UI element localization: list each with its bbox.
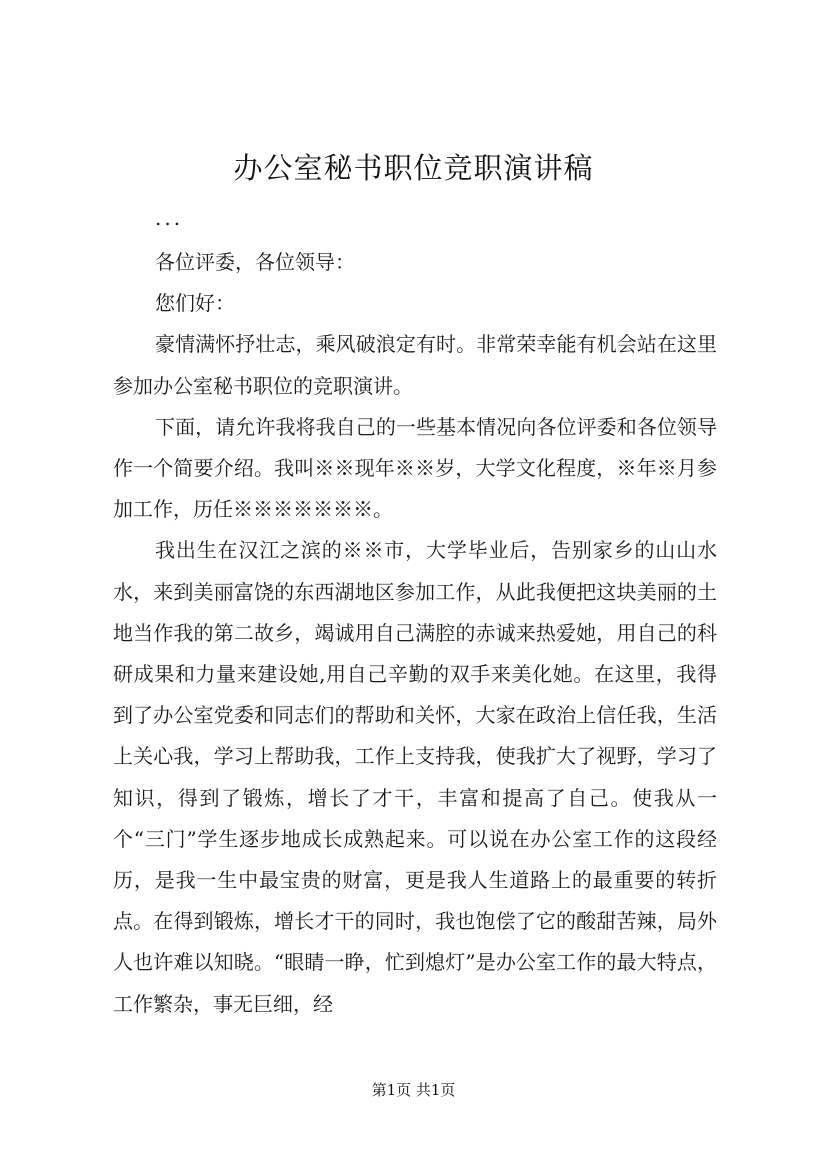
paragraph-opening: 豪情满怀抒壮志，乘风破浪定有时。非常荣幸能有机会站在这里参加办公室秘书职位的竞职演讲。 [113,332,717,398]
salutation: 各位评委，各位领导： [155,250,355,274]
ellipsis-line: ... [155,206,184,230]
document-body [113,200,717,1025]
paragraph-background: 我出生在汉江之滨的※※市，大学毕业后，告别家乡的山山水水，来到美丽富饶的东西湖地区参加工作，从此我便把这块美丽的土地当作我的第二故乡，竭诚用自己满腔的赤诚来热爱她，用自己的科研成果和力量来建设她,用自己辛勤的双手来美化她。在这里，我得到了办公室党委和同志们的帮助和关怀，大家在政治上信任我，生活上关心我，学习上帮助我，工作上支持我，使我扩大了视野，学习了知识，得到了锻炼，增长了才干，丰富和提高了自己。使我从一个“三门”学生逐步地成长成熟起来。可以说在办公室工作的这段经历，是我一生中最宝贵的财富，更是我人生道路上的最重要的转折点。在得到锻炼，增长才干的同时，我也饱偿了它的酸甜苦辣，局外人也许难以知晓。“眼睛一睁，忙到熄灯”是办公室工作的最大特点，工作繁杂，事无巨细，经 [113,538,717,1016]
page-footer: 第1页 共1页 [371,1081,456,1099]
document-title: 办公室秘书职位竞职演讲稿 [233,151,594,185]
paragraph-introduction: 下面，请允许我将我自己的一些基本情况向各位评委和各位领导作一个简要介绍。我叫※※现年※※岁，大学文化程度，※年※月参加工作，历任※※※※※※※。 [113,414,717,522]
greeting: 您们好： [155,291,235,316]
